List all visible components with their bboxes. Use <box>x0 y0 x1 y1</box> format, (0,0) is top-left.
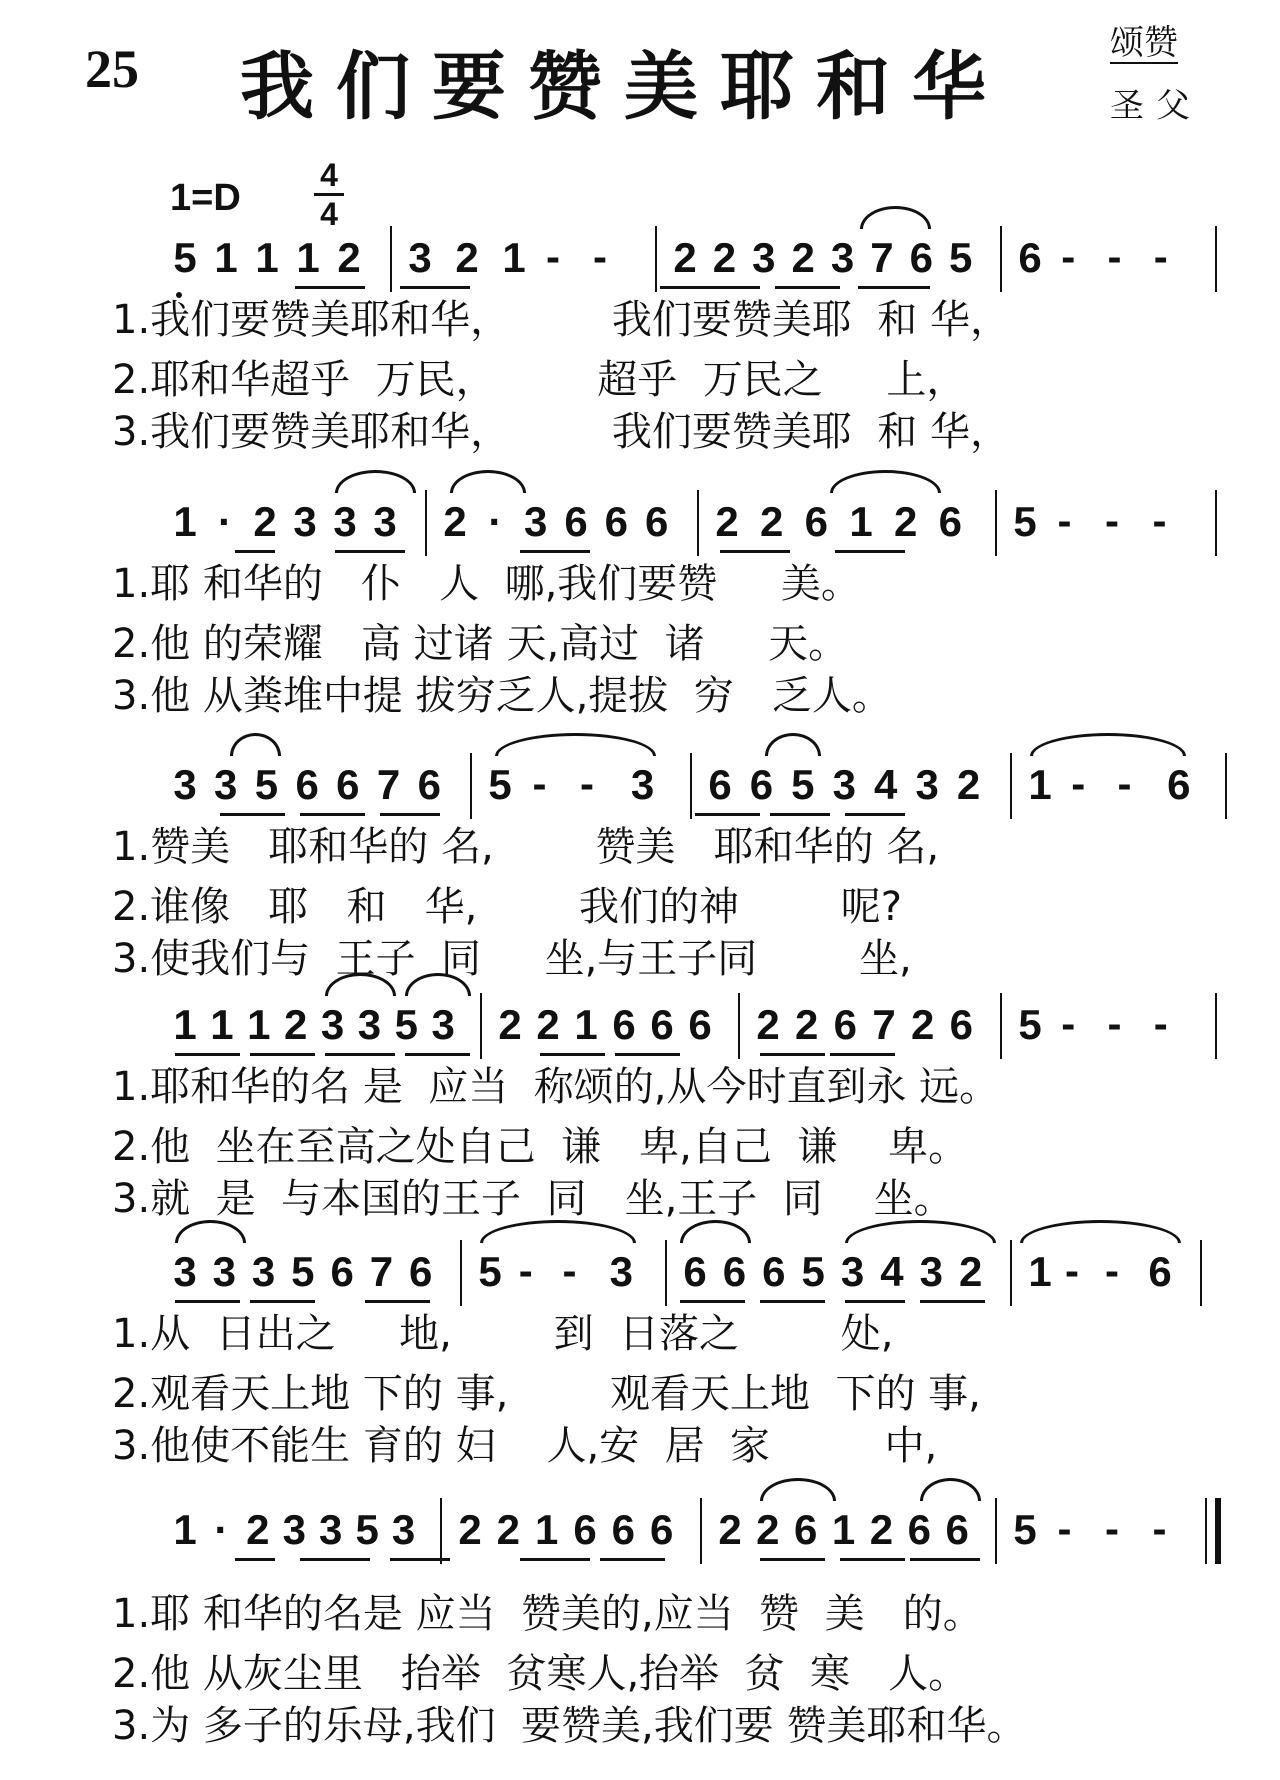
barline <box>665 1240 667 1306</box>
beam-underline <box>300 813 365 816</box>
note: 1 <box>1028 1248 1052 1295</box>
note: 5 <box>948 234 973 281</box>
note: 5 <box>801 1248 825 1295</box>
note: 5 <box>478 1248 502 1295</box>
beam-underline <box>175 1300 240 1303</box>
beam-underline <box>720 550 790 553</box>
beam-underline <box>540 1053 605 1056</box>
slur <box>760 1478 836 1501</box>
note: 6 <box>330 1248 354 1295</box>
barline <box>697 490 699 556</box>
beam-underline <box>680 1300 745 1303</box>
sustain-dash: - <box>1065 1247 1079 1294</box>
final-barline <box>1215 1498 1221 1564</box>
note: 3 <box>173 1248 197 1295</box>
hymn-number: 25 <box>85 39 139 99</box>
sustain-dash: - <box>1057 1505 1072 1552</box>
note: 3 <box>919 1248 943 1295</box>
sustain-dash: - <box>518 1247 533 1294</box>
beam-underline <box>325 1053 395 1056</box>
note: 3 <box>282 1506 306 1553</box>
note: 6 <box>1018 234 1042 281</box>
note: 7 <box>872 1001 896 1048</box>
notes-row <box>0 1500 1280 1560</box>
note: 1 <box>210 1001 234 1048</box>
note: 6 <box>683 1248 707 1295</box>
key-signature: 1=D <box>170 177 241 219</box>
note: 2 <box>791 234 815 281</box>
barline <box>690 753 692 819</box>
barline <box>460 1240 462 1306</box>
beam-underline <box>250 1300 315 1303</box>
sustain-dash: - <box>1061 1000 1076 1047</box>
note: 6 <box>573 1506 597 1553</box>
note: 3 <box>630 761 655 808</box>
beam-underline <box>760 1053 825 1056</box>
time-signature-bottom: 4 <box>320 196 338 232</box>
note: 2 <box>718 1506 742 1553</box>
beam-underline <box>405 1053 470 1056</box>
time-signature <box>314 158 344 231</box>
barline <box>655 226 657 292</box>
barline <box>1225 753 1227 819</box>
note: 3 <box>293 498 317 545</box>
note: 6 <box>1167 761 1191 808</box>
beam-underline <box>400 286 470 289</box>
note: 3 <box>251 1248 276 1295</box>
beam-underline <box>380 813 440 816</box>
note: 4 <box>880 1248 904 1295</box>
note: 6 <box>417 761 441 808</box>
note: 2 <box>756 1506 780 1553</box>
note: 6 <box>749 761 774 808</box>
lyric-line-3: 3.使我们与 王子 同 坐,与王子同 坐, <box>112 936 912 982</box>
slur <box>450 470 526 493</box>
slur <box>860 206 931 229</box>
barline <box>1010 1240 1012 1306</box>
note: 1 <box>255 234 279 281</box>
note: 3 <box>832 761 856 808</box>
note: 2 <box>337 234 361 281</box>
note: 2 <box>246 1506 270 1553</box>
note: 6 <box>1148 1248 1172 1295</box>
note: 6 <box>649 1506 674 1553</box>
lyric-line-3: 3.为 多子的乐母,我们 要赞美,我们要 赞美耶和华。 <box>112 1703 1027 1749</box>
note: 1 <box>296 234 320 281</box>
hymn-author: 圣父 <box>1110 86 1202 126</box>
note: 3 <box>173 761 197 808</box>
note: 6 <box>909 234 933 281</box>
barline <box>480 993 482 1059</box>
note: 5 <box>394 1001 418 1048</box>
beam-underline <box>695 813 760 816</box>
note: 2 <box>956 761 981 808</box>
slur <box>830 470 941 493</box>
beam-underline <box>390 1558 450 1561</box>
slur <box>920 1478 981 1501</box>
note: 6 <box>708 761 732 808</box>
time-signature-top: 4 <box>320 157 338 193</box>
lyric-line-1: 1.从 日出之 地, 到 日落之 处, <box>112 1311 894 1357</box>
barline <box>1000 226 1002 292</box>
note: 2 <box>910 1001 935 1048</box>
lyric-line-1: 1.耶 和华的名是 应当 赞美的,应当 赞 美 的。 <box>112 1591 983 1637</box>
note: 1 <box>574 1001 598 1048</box>
lyric-line-2: 2.他 从灰尘里 抬举 贫寒人,抬举 贫 寒 人。 <box>112 1651 969 1697</box>
sustain-dash: - <box>1105 497 1119 544</box>
note: 6 <box>945 1506 969 1553</box>
beam-underline <box>175 1053 240 1056</box>
note: 2 <box>283 1001 308 1048</box>
note: 6 <box>409 1248 433 1295</box>
barline <box>1215 490 1217 556</box>
note: 3 <box>609 1248 633 1295</box>
note: 3 <box>214 761 238 808</box>
slur <box>230 733 281 756</box>
notes-row <box>0 1242 1280 1302</box>
note: 6 <box>612 1001 636 1048</box>
note: 2 <box>496 1506 520 1553</box>
notes-row <box>0 228 1280 288</box>
dot-mark: · <box>214 1506 229 1553</box>
sustain-dash: - <box>580 760 594 807</box>
beam-underline <box>235 550 275 553</box>
note: 7 <box>369 1248 394 1295</box>
note: 2 <box>712 234 737 281</box>
note: 5 <box>355 1506 379 1553</box>
note: 2 <box>715 498 739 545</box>
note: 2 <box>458 1506 482 1553</box>
note: 3 <box>391 1506 416 1553</box>
sustain-dash: - <box>1107 233 1122 280</box>
beam-underline <box>840 1558 905 1561</box>
barline <box>995 1498 997 1564</box>
barline <box>425 490 427 556</box>
barline <box>1215 993 1217 1059</box>
sustain-dash: - <box>593 233 607 280</box>
sustain-dash: - <box>546 233 560 280</box>
lyric-line-2: 2.耶和华超乎 万民， 超乎 万民之 上， <box>112 357 967 403</box>
note: 6 <box>794 1506 818 1553</box>
note: 3 <box>212 1248 236 1295</box>
lyric-line-2: 2.谁像 耶 和 华, 我们的神 呢? <box>112 884 902 930</box>
beam-underline <box>250 1053 315 1056</box>
beam-underline <box>920 1300 985 1303</box>
sustain-dash: - <box>1105 1247 1119 1294</box>
note: 2 <box>759 498 784 545</box>
note: 1 <box>247 1001 271 1048</box>
note: 2 <box>443 498 467 545</box>
beam-underline <box>845 1300 905 1303</box>
sustain-dash: - <box>1057 497 1072 544</box>
note: 6 <box>722 1248 747 1295</box>
note: 2 <box>794 1001 819 1048</box>
note: 6 <box>938 498 962 545</box>
slur <box>495 733 656 756</box>
note: 6 <box>907 1506 931 1553</box>
barline <box>1200 1240 1202 1306</box>
note: 5 <box>1018 1001 1042 1048</box>
note: 5 <box>1013 498 1037 545</box>
lyric-line-3: 3.他 从粪堆中提 拔穷乏人,提拔 穷 乏人。 <box>112 673 892 719</box>
beam-underline <box>615 1053 680 1056</box>
dot-mark: · <box>218 498 232 545</box>
sustain-dash: - <box>1153 1000 1168 1047</box>
barline <box>1010 753 1012 819</box>
notes-row <box>0 755 1280 815</box>
note: 6 <box>611 1506 635 1553</box>
note: 2 <box>893 498 918 545</box>
note: 3 <box>373 498 397 545</box>
note: 6 <box>833 1001 857 1048</box>
barline <box>390 226 392 292</box>
sustain-dash: - <box>1153 233 1168 280</box>
beam-underline <box>760 1558 825 1561</box>
note: 2 <box>958 1248 983 1295</box>
notes-row <box>0 995 1280 1055</box>
beam-underline <box>835 550 905 553</box>
beam-underline <box>520 1558 590 1561</box>
lyric-line-1: 1.耶 和华的 仆 人 哪,我们要赞 美。 <box>112 561 861 607</box>
sustain-dash: - <box>1107 1000 1122 1047</box>
lyric-line-1: 1.赞美 耶和华的 名, 赞美 耶和华的 名, <box>112 824 940 870</box>
slur <box>680 1220 751 1243</box>
note: 1 <box>849 498 873 545</box>
note: 7 <box>376 761 401 808</box>
dot-mark: · <box>488 498 503 545</box>
beam-underline <box>600 1558 665 1561</box>
note: 6 <box>644 498 669 545</box>
note: 4 <box>874 761 898 808</box>
note: 6 <box>564 498 588 545</box>
beam-underline <box>760 1300 825 1303</box>
note: 3 <box>830 234 855 281</box>
barline <box>995 490 997 556</box>
lyric-line-2: 2.他 的荣耀 高 过诸 天,高过 诸 天。 <box>112 621 849 667</box>
barline <box>470 753 472 819</box>
beam-underline <box>335 550 405 553</box>
sustain-dash: - <box>532 760 547 807</box>
note: 1 <box>831 1506 856 1553</box>
note: 2 <box>455 234 479 281</box>
note: 5 <box>1013 1506 1037 1553</box>
lyric-line-1: 1.我们要赞美耶和华， 我们要赞美耶 和 华， <box>112 297 1011 343</box>
note: 2 <box>253 498 277 545</box>
note: 3 <box>357 1001 382 1048</box>
note: 5 <box>291 1248 315 1295</box>
note: 1 <box>1028 761 1052 808</box>
note: 6 <box>688 1001 712 1048</box>
barline <box>1215 226 1217 292</box>
note: 2 <box>673 234 697 281</box>
slur <box>335 470 416 493</box>
beam-underline <box>770 813 830 816</box>
note: 3 <box>333 498 357 545</box>
beam-underline <box>520 550 590 553</box>
lyric-line-2: 2.观看天上地 下的 事, 观看天上地 下的 事, <box>112 1371 981 1417</box>
barline <box>1205 1498 1207 1564</box>
barline <box>440 1498 442 1564</box>
note: 2 <box>536 1001 560 1048</box>
note: 3 <box>915 761 939 808</box>
beam-underline <box>775 286 840 289</box>
beam-underline <box>295 286 365 289</box>
sustain-dash: - <box>1152 1505 1167 1552</box>
note: 2 <box>756 1001 780 1048</box>
note: 1 <box>173 1506 197 1553</box>
note: 5 <box>488 761 512 808</box>
note: 1 <box>173 498 197 545</box>
note: 1 <box>502 234 526 281</box>
beam-underline <box>858 286 930 289</box>
note: 3 <box>320 1001 345 1048</box>
note: 7 <box>870 234 894 281</box>
note: 3 <box>523 498 548 545</box>
note: 3 <box>319 1506 343 1553</box>
note: 2 <box>869 1506 894 1553</box>
note: 6 <box>804 498 828 545</box>
note: 5 <box>254 761 279 808</box>
sustain-dash: - <box>1071 760 1086 807</box>
note: 3 <box>752 234 776 281</box>
barline <box>738 993 740 1059</box>
beam-underline <box>365 1300 430 1303</box>
slur <box>175 1220 246 1243</box>
note: 3 <box>408 234 432 281</box>
beam-underline <box>845 813 905 816</box>
sustain-dash: - <box>1105 1505 1119 1552</box>
note: 6 <box>762 1248 786 1295</box>
barline <box>700 1498 702 1564</box>
lyric-line-3: 3.就 是 与本国的王子 同 坐,王子 同 坐。 <box>112 1176 954 1222</box>
note: 3 <box>431 1001 455 1048</box>
sustain-dash: - <box>1117 760 1132 807</box>
note: 1 <box>534 1506 559 1553</box>
beam-underline <box>235 1558 275 1561</box>
hymn-title: 我们要赞美耶和华 <box>240 44 1008 130</box>
note: 2 <box>498 1001 522 1048</box>
note: 6 <box>949 1001 973 1048</box>
note: 5 <box>791 761 815 808</box>
sustain-dash: - <box>1152 497 1167 544</box>
beam-underline <box>300 1558 370 1561</box>
lyric-line-3: 3.他使不能生 育的 妇 人,安 居 家 中, <box>112 1423 938 1469</box>
note: 6 <box>336 761 360 808</box>
slur <box>1030 733 1186 756</box>
beam-underline <box>660 286 760 289</box>
beam-underline <box>830 1053 895 1056</box>
lyric-line-1: 1.耶和华的名 是 应当 称颂的,从今时直到永 远。 <box>112 1064 1000 1110</box>
note: 6 <box>650 1001 674 1048</box>
lyric-line-2: 2.他 坐在至高之处自己 谦 卑,自己 谦 卑。 <box>112 1124 969 1170</box>
note: 6 <box>604 498 628 545</box>
notes-row <box>0 492 1280 552</box>
beam-underline <box>220 813 285 816</box>
barline <box>1000 993 1002 1059</box>
beam-underline <box>910 1558 980 1561</box>
sustain-dash: - <box>562 1247 577 1294</box>
slur <box>765 733 821 756</box>
note: 1 <box>173 1001 197 1048</box>
note: 6 <box>295 761 319 808</box>
sustain-dash: - <box>1061 233 1076 280</box>
note: 3 <box>840 1248 865 1295</box>
lyric-line-3: 3.我们要赞美耶和华， 我们要赞美耶 和 华， <box>112 409 1011 455</box>
hymn-category: 颂赞 <box>1110 23 1178 63</box>
note: 5 <box>173 234 197 281</box>
slur <box>480 1220 636 1243</box>
slur <box>845 1220 996 1243</box>
slur <box>1020 1220 1181 1243</box>
note: 1 <box>214 234 238 281</box>
